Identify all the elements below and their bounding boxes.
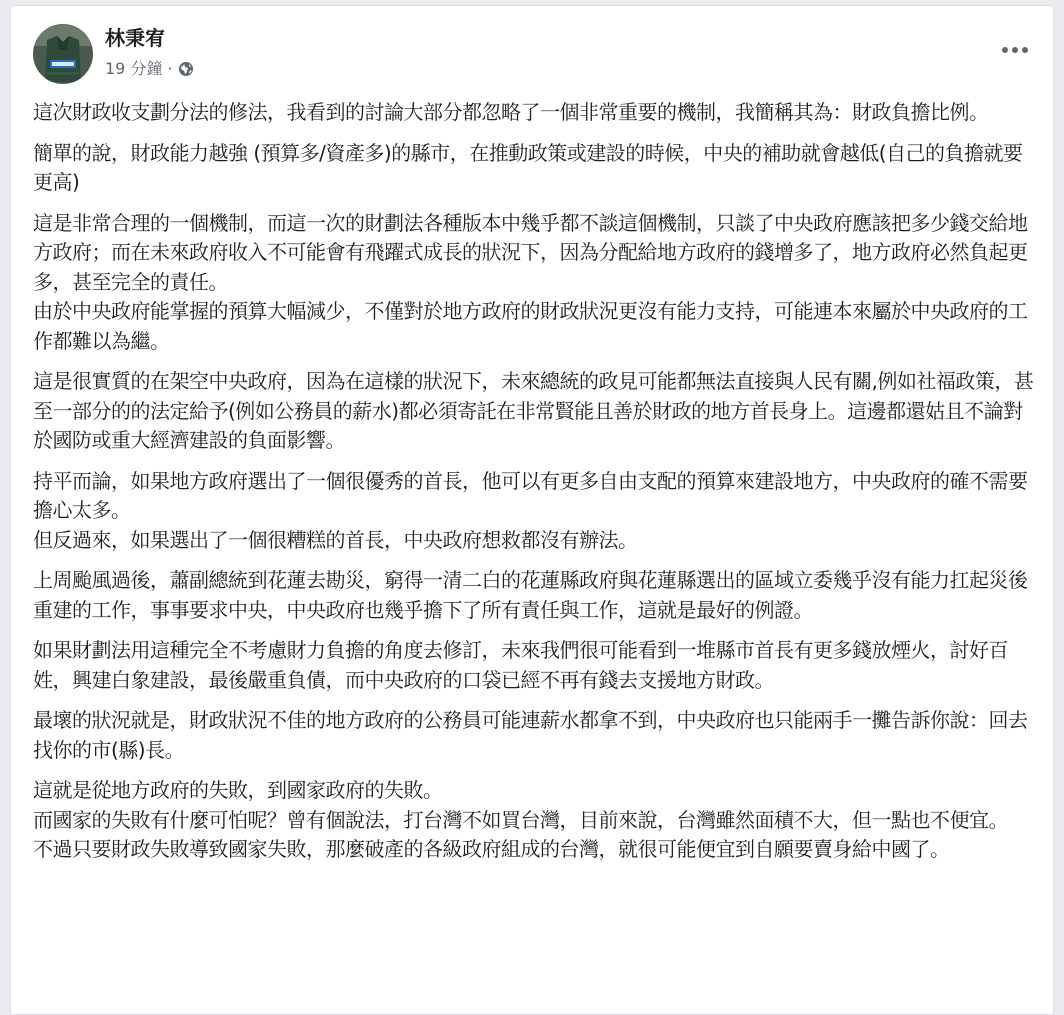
author-avatar[interactable] xyxy=(33,24,93,84)
post-paragraph: 如果財劃法用這種完全不考慮財力負擔的角度去修訂，未來我們很可能看到一堆縣市首長有更多錢放煙火，討好百姓，興建白象建設，最後嚴重負債，而中央政府的口袋已經不再有錢去支援地方財政。 xyxy=(33,638,1008,692)
author-name[interactable]: 林秉宥 xyxy=(105,26,165,50)
globe-icon[interactable] xyxy=(178,61,194,77)
post-paragraph: 這是非常合理的一個機制，而這一次的財劃法各種版本中幾乎都不談這個機制，只談了中央政府應該把多少錢交給地方政府；而在未來政府收入不可能會有飛躍式成長的狀況下，因為分配給地方政府的錢增多了，地方政府必然負起更多，甚至完全的責任。 由於中央政府能掌握的預算大幅減少，不僅對於地方政府的財政狀況更沒有能力支持，可能連本來屬於中央政府的工作都難以為繼。 xyxy=(33,210,1028,353)
meta-separator: · xyxy=(167,59,173,78)
avatar-vest-photo xyxy=(33,24,93,84)
more-options-button[interactable] xyxy=(997,38,1033,62)
post-paragraph: 最壞的狀況就是，財政狀況不佳的地方政府的公務員可能連薪水都拿不到，中央政府也只能兩手一攤告訴你說：回去找你的市(縣)長。 xyxy=(33,708,1028,762)
post-paragraph: 簡單的說，財政能力越強 (預算多/資產多)的縣市，在推動政策或建設的時候，中央的補助就會越低(自己的負擔就要更高) xyxy=(33,140,1023,194)
more-options-icon xyxy=(1001,46,1029,54)
post-meta xyxy=(105,58,194,80)
post-paragraph: 這是很實質的在架空中央政府，因為在這樣的狀況下，未來總統的政見可能都無法直接與人民有關,例如社福政策，甚至一部分的的法定給予(例如公務員的薪水)都必須寄託在非常賢能且善於財政的地方首長身上。這邊都還姑且不論對於國防或重大經濟建設的負面影響。 xyxy=(33,369,1034,452)
post-card xyxy=(10,5,1054,1015)
post-header xyxy=(11,6,1053,96)
post-paragraph: 上周颱風過後，蕭副總統到花蓮去勘災，窮得一清二白的花蓮縣政府與花蓮縣選出的區域立委幾乎沒有能力扛起災後重建的工作，事事要求中央，中央政府也幾乎擔下了所有責任與工作，這就是最好的例證。 xyxy=(33,568,1028,622)
post-timestamp[interactable]: 19 分鐘 xyxy=(105,59,163,78)
post-paragraph: 持平而論，如果地方政府選出了一個很優秀的首長，他可以有更多自由支配的預算來建設地方，中央政府的確不需要擔心太多。 但反過來，如果選出了一個很糟糕的首長，中央政府想救都沒有辦法。 xyxy=(33,468,1028,552)
post-body xyxy=(33,98,1037,876)
post-paragraph: 這就是從地方政府的失敗，到國家政府的失敗。 而國家的失敗有什麼可怕呢？曾有個說法，打台灣不如買台灣，目前來說，台灣雖然面積不大，但一點也不便宜。 不過只要財政失敗導致國家失敗，那麼破產的各級政府組成的台灣，就很可能便宜到自願要賣身給中國了。 xyxy=(33,778,1008,861)
post-paragraph: 這次財政收支劃分法的修法，我看到的討論大部分都忽略了一個非常重要的機制，我簡稱其為：財政負擔比例。 xyxy=(33,100,989,124)
